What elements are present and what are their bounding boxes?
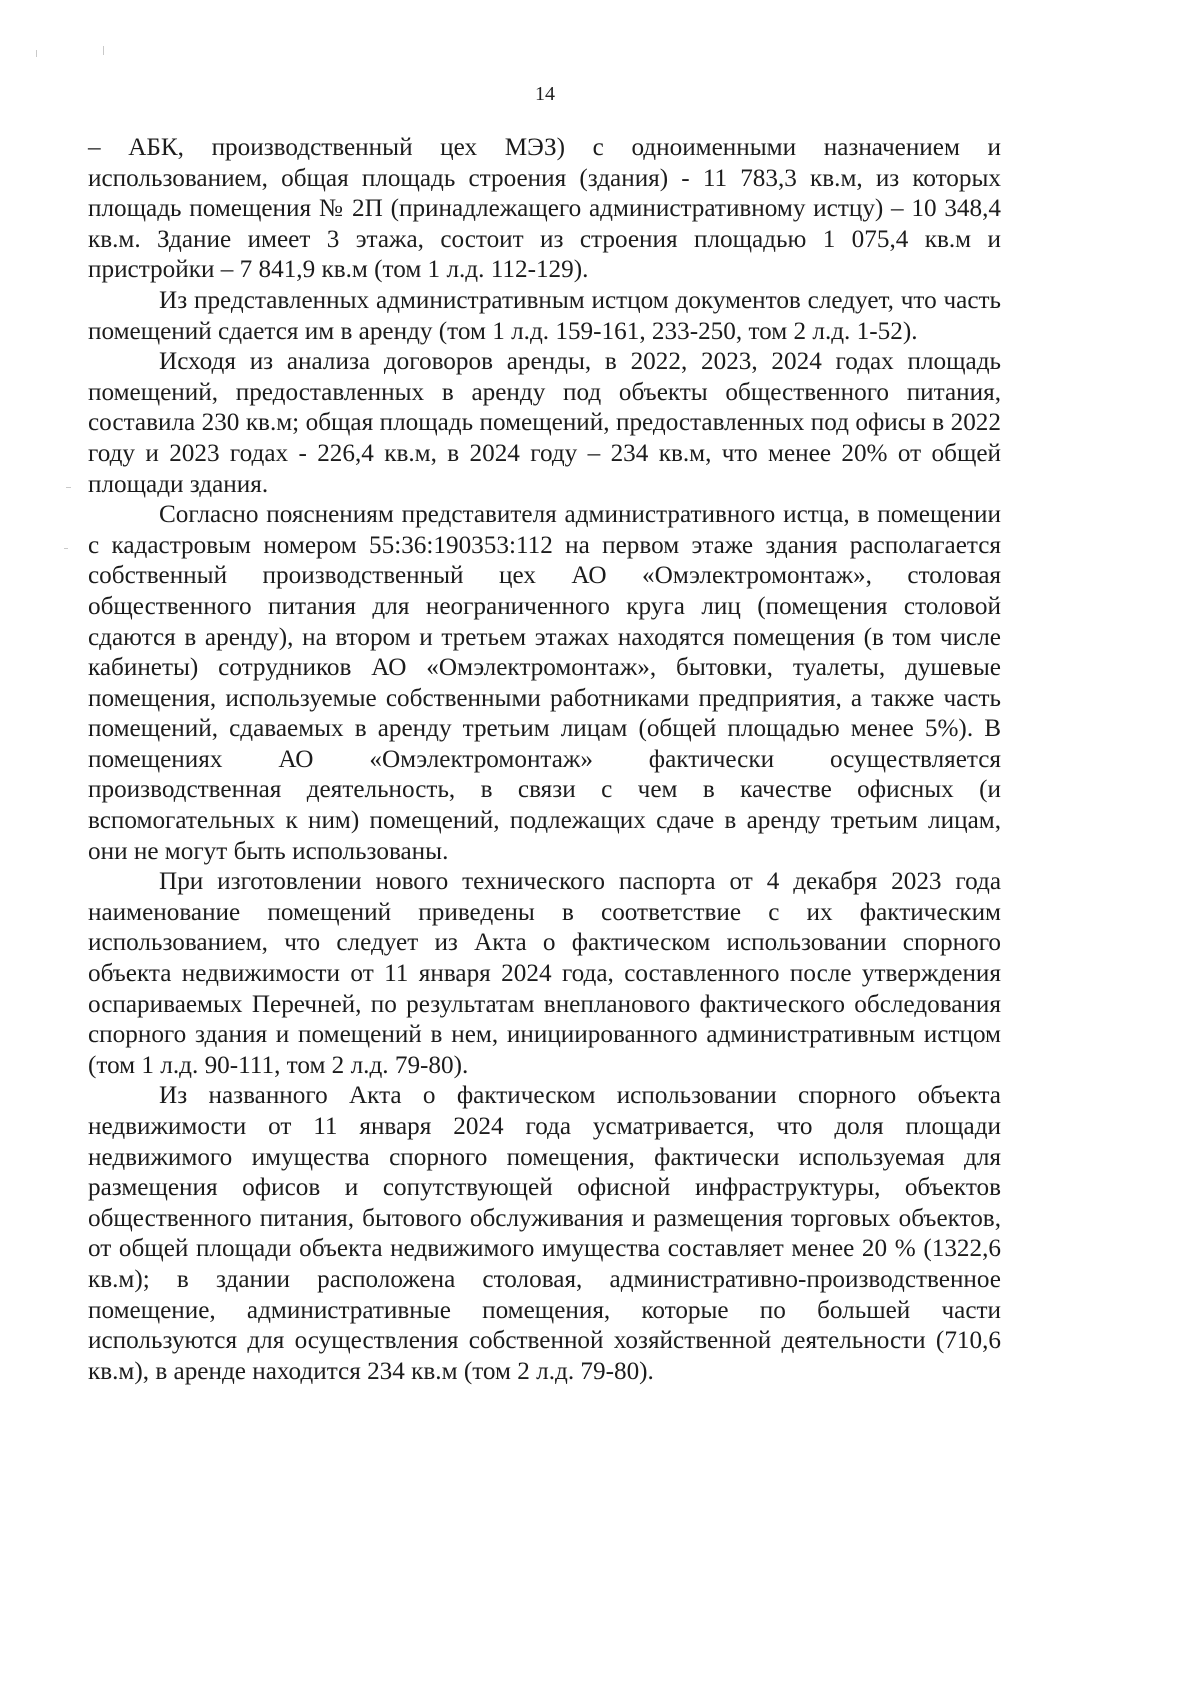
paragraph: При изготовлении нового технического паспорта от 4 декабря 2023 года наименование помещений приведены в соответствие с их фактическим использованием, что следует из Акта о фактическом использовании спорного объекта недвижимости от 11 января 2024 года, составленного после утверждения оспариваемых Перечней, по результатам внепланового фактического обследования спорного здания и помещений в нем, инициированного административным истцом (том 1 л.д. 90-111, том 2 л.д. 79-80). [88, 868, 1001, 1079]
paragraph: Из представленных административным истцом документов следует, что часть помещений сдается им в аренду (том 1 л.д. 159-161, 233-250, том 2 л.д. 1-52). [88, 286, 1001, 345]
paragraph: Из названного Акта о фактическом использовании спорного объекта недвижимости от 11 января 2024 года усматривается, что доля площади недвижимого имущества спорного помещения, фактически используемая для размещения офисов и сопутствующей офисной инфраструктуры, объектов общественного питания, бытового обслуживания и размещения торговых объектов, от общей площади объекта недвижимого имущества составляет менее 20 % (1322,6 кв.м); в здании расположена столовая, административно-производственное помещение, административные помещения, которые по большей части используются для осуществления собственной хозяйственной деятельности (710,6 кв.м), в аренде находится 234 кв.м (том 2 л.д. 79-80). [88, 1082, 1001, 1385]
page-number: 14 [535, 83, 555, 105]
scan-artifact [103, 46, 104, 55]
paragraph: – АБК, производственный цех МЭЗ) с одноименными назначением и использованием, общая площадь строения (здания) - 11 783,3 кв.м, из которых площадь помещения № 2П (принадлежащего административному истцу) – 10 348,4 кв.м. Здание имеет 3 этажа, состоит из строения площадью 1 075,4 кв.м и пристройки – 7 841,9 кв.м (том 1 л.д. 112-129). [88, 134, 1001, 284]
scan-artifact [36, 50, 37, 57]
document-body [88, 133, 1001, 1387]
paragraph: Исходя из анализа договоров аренды, в 2022, 2023, 2024 годах площадь помещений, предоставленных в аренду под объекты общественного питания, составила 230 кв.м; общая площадь помещений, предоставленных под офисы в 2022 году и 2023 годах - 226,4 кв.м, в 2024 году – 234 кв.м, что менее 20% от общей площади здания. [88, 348, 1001, 498]
scan-artifact [66, 487, 71, 488]
paragraph: Согласно пояснениям представителя административного истца, в помещении с кадастровым номером 55:36:190353:112 на первом этаже здания располагается собственный производственный цех АО «Омэлектромонтаж», столовая общественного питания для неограниченного круга лиц (помещения столовой сдаются в аренду), на втором и третьем этажах находятся помещения (в том числе кабинеты) сотрудников АО «Омэлектромонтаж», бытовки, туалеты, душевые помещения, используемые собственными работниками предприятия, а также часть помещений, сдаваемых в аренду третьим лицам (общей площадью менее 5%). В помещениях АО «Омэлектромонтаж» фактически осуществляется производственная деятельность, в связи с чем в качестве офисных (и вспомогательных к ним) помещений, подлежащих сдаче в аренду третьим лицам, они не могут быть использованы. [88, 501, 1001, 865]
scan-artifact [64, 548, 68, 549]
